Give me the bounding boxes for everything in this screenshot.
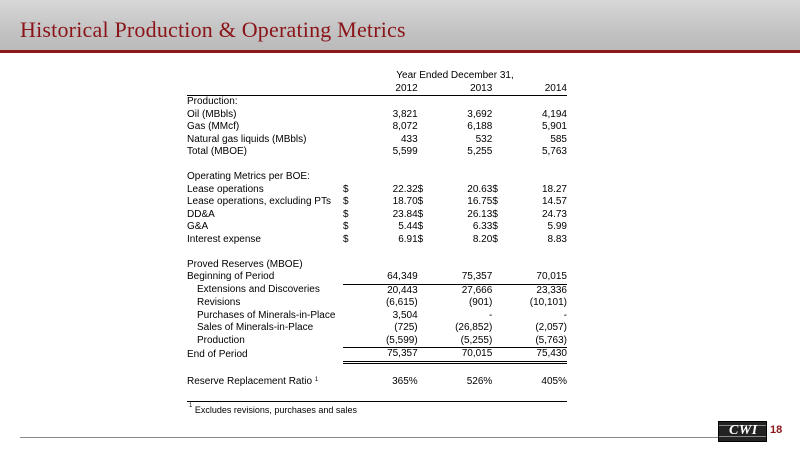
year-header: 2014 <box>530 83 567 96</box>
cell-value: 27,666 <box>455 284 492 297</box>
spacer-row <box>187 362 567 376</box>
row-label: Beginning of Period <box>187 271 275 283</box>
title-banner <box>0 0 800 52</box>
cell-value: 585 <box>550 133 567 145</box>
cwi-logo <box>718 421 767 442</box>
row-label: Oil (MBbls) <box>187 108 237 120</box>
currency-symbol: $ <box>492 208 498 220</box>
cell-value: 8,072 <box>392 121 418 132</box>
cell-value: (5,763) <box>530 335 567 348</box>
row-label <box>187 376 343 389</box>
rrr-label: Reserve Replacement Ratio <box>187 376 313 387</box>
period-header-row <box>187 70 567 83</box>
cell-value: (6,615) <box>385 297 418 308</box>
currency-symbol: $ <box>492 233 498 245</box>
currency-symbol: $ <box>492 221 498 232</box>
cell-value: 5.44 <box>398 221 418 232</box>
cell-value: 3,504 <box>392 309 418 321</box>
row-label: G&A <box>187 221 209 232</box>
table-row <box>187 146 567 159</box>
cell-value: 23.84 <box>392 208 418 220</box>
cell-value: 6,188 <box>467 121 493 132</box>
logo-text: CWI <box>729 423 758 438</box>
currency-symbol: $ <box>417 208 424 220</box>
cell-value: 5,599 <box>392 146 418 157</box>
table-row <box>187 335 567 348</box>
table-row <box>187 297 567 310</box>
cell-value: 3,692 <box>467 108 493 120</box>
currency-symbol: $ <box>492 183 498 195</box>
banner-accent-line <box>0 50 800 53</box>
cell-value: 526% <box>466 376 493 387</box>
cell-value: (901) <box>468 297 493 308</box>
footnote-text: Excludes revisions, purchases and sales <box>194 405 357 415</box>
footnote-divider <box>187 401 567 402</box>
year-header-row <box>187 83 567 96</box>
table-row <box>187 310 567 323</box>
period-header: Year Ended December 31, <box>396 70 514 81</box>
cell-value: 6.91 <box>398 233 418 245</box>
cell-value: (26,852) <box>455 322 493 333</box>
table-row <box>187 134 567 147</box>
cell-value: 64,349 <box>387 271 418 282</box>
cell-value: 23,336 <box>530 284 567 297</box>
row-label: Gas (MMcf) <box>187 121 240 132</box>
currency-symbol: $ <box>343 221 349 232</box>
production-heading: Production: <box>187 96 238 107</box>
cell-value: 6.33 <box>472 221 493 232</box>
table-row <box>187 196 567 209</box>
currency-symbol: $ <box>417 183 424 195</box>
cell-value: 16.75 <box>467 196 493 207</box>
currency-symbol: $ <box>492 196 498 207</box>
table-row <box>187 284 567 297</box>
cell-value: 75,430 <box>530 348 567 363</box>
cell-value: (5,255) <box>455 335 492 348</box>
footnote-marker: 1 <box>189 403 193 409</box>
currency-symbol: $ <box>343 208 349 220</box>
cell-value: - <box>563 309 567 321</box>
cell-value: 75,357 <box>380 348 417 363</box>
footnote <box>189 405 357 415</box>
slide-title: Historical Production & Operating Metrics <box>20 17 406 42</box>
table-row <box>187 221 567 234</box>
cell-value: 5,255 <box>467 146 493 157</box>
table-row <box>187 184 567 197</box>
section-heading-row <box>187 171 567 184</box>
cell-value: 8.20 <box>472 233 493 245</box>
table-row <box>187 348 567 363</box>
currency-symbol: $ <box>417 221 424 232</box>
table-row <box>187 234 567 247</box>
spacer-row <box>187 159 567 172</box>
cell-value: 532 <box>475 133 493 145</box>
spacer-row <box>187 246 567 259</box>
currency-symbol: $ <box>343 233 349 245</box>
cell-value: 433 <box>400 133 418 145</box>
section-heading-row <box>187 259 567 272</box>
cell-value: (10,101) <box>529 297 567 308</box>
row-label: Lease operations <box>187 183 264 195</box>
table-row <box>187 322 567 335</box>
cell-value: 75,357 <box>461 271 493 282</box>
cell-value: 365% <box>392 376 418 387</box>
row-label: Total (MBOE) <box>187 146 248 157</box>
row-label: DD&A <box>187 208 215 220</box>
cell-value: 20,443 <box>380 284 417 297</box>
cell-value: 5,763 <box>541 146 567 157</box>
row-label: End of Period <box>187 348 248 360</box>
footer-rule <box>20 437 730 438</box>
row-label: Sales of Minerals-in-Place <box>197 322 314 333</box>
row-label: Purchases of Minerals-in-Place <box>197 309 336 321</box>
row-label: Natural gas liquids (MBbls) <box>187 133 307 145</box>
operating-heading: Operating Metrics per BOE: <box>187 171 310 182</box>
row-label: Interest expense <box>187 233 261 245</box>
table-row <box>187 209 567 222</box>
metrics-table <box>187 70 567 389</box>
cell-value: (725) <box>394 322 418 333</box>
cell-value: - <box>488 309 493 321</box>
table-row <box>187 121 567 134</box>
table-row <box>187 271 567 284</box>
cell-value: 5.99 <box>547 221 567 232</box>
year-header: 2013 <box>455 83 492 96</box>
reserves-heading: Proved Reserves (MBOE) <box>187 258 303 270</box>
cell-value: 18.70 <box>392 196 418 207</box>
cell-value: 26.13 <box>467 208 493 220</box>
row-label: Lease operations, excluding PTs <box>187 196 331 207</box>
row-label: Extensions and Discoveries <box>197 284 320 296</box>
footnote-marker: 1 <box>314 377 319 383</box>
cell-value: 5,901 <box>541 121 567 132</box>
cell-value: 70,015 <box>455 348 492 363</box>
table-row <box>187 376 567 389</box>
currency-symbol: $ <box>417 233 424 245</box>
currency-symbol: $ <box>417 196 424 207</box>
cell-value: 3,821 <box>392 108 418 120</box>
page-number: 18 <box>770 424 783 436</box>
cell-value: 20.63 <box>467 183 493 195</box>
table-row <box>187 109 567 122</box>
cell-value: 22.32 <box>392 183 418 195</box>
row-label: Revisions <box>197 297 241 308</box>
row-label: Production <box>197 334 245 346</box>
cell-value: (2,057) <box>535 322 567 333</box>
currency-symbol: $ <box>343 196 349 207</box>
currency-symbol: $ <box>343 183 349 195</box>
cell-value: 8.83 <box>547 233 567 245</box>
cell-value: 4,194 <box>541 108 567 120</box>
cell-value: 14.57 <box>541 196 567 207</box>
cell-value: 70,015 <box>536 271 567 282</box>
section-heading-row <box>187 96 567 109</box>
cell-value: 405% <box>541 376 567 387</box>
year-header: 2012 <box>380 83 417 96</box>
cell-value: (5,599) <box>380 335 417 348</box>
cell-value: 24.73 <box>541 208 567 220</box>
cell-value: 18.27 <box>541 183 567 195</box>
